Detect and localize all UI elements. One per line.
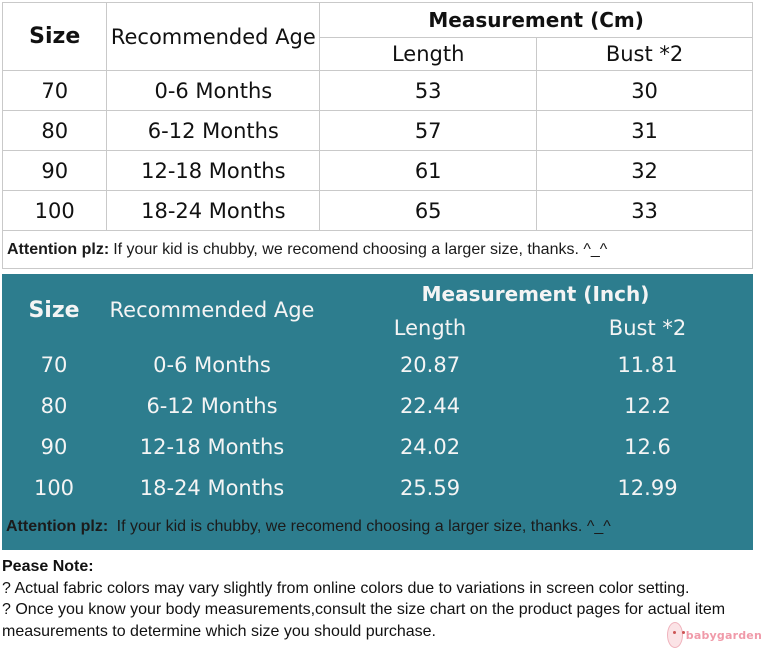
inch-header-measurement: Measurement (Inch) bbox=[421, 282, 650, 306]
inch-cell-age: 12-18 Months bbox=[139, 435, 285, 459]
inch-size-chart bbox=[2, 274, 753, 550]
inch-cell-length: 25.59 bbox=[399, 476, 461, 500]
cm-cell-bust: 30 bbox=[537, 71, 753, 111]
inch-cell-length: 20.87 bbox=[399, 353, 461, 377]
cm-header-bust: Bust *2 bbox=[537, 38, 753, 71]
please-note-section bbox=[2, 556, 742, 642]
attention-label: Attention plz: bbox=[7, 240, 110, 258]
cm-cell-bust: 32 bbox=[537, 151, 753, 191]
inch-cell-bust: 12.6 bbox=[624, 435, 671, 459]
cm-cell-bust: 31 bbox=[537, 111, 753, 151]
inch-cell-bust: 11.81 bbox=[617, 353, 678, 377]
note-title: Pease Note: bbox=[2, 558, 94, 575]
inch-cell-length: 24.02 bbox=[399, 435, 461, 459]
cm-size-chart bbox=[2, 2, 753, 274]
inch-cell-age: 0-6 Months bbox=[153, 353, 271, 377]
attention-text: If your kid is chubby, we recomend choosing a larger size, thanks. ^_^ bbox=[113, 240, 608, 258]
inch-cell-size: 90 bbox=[40, 435, 68, 459]
table-row bbox=[3, 151, 753, 191]
inch-header-length: Length bbox=[393, 316, 467, 340]
cm-cell-age: 0-6 Months bbox=[107, 71, 320, 111]
cm-cell-length: 57 bbox=[320, 111, 537, 151]
inch-header-age: Recommended Age bbox=[109, 298, 315, 322]
cm-cell-length: 53 bbox=[320, 71, 537, 111]
inch-cell-bust: 12.2 bbox=[624, 394, 671, 418]
inch-cell-age: 18-24 Months bbox=[139, 476, 285, 500]
inch-attention-note bbox=[6, 518, 611, 536]
table-row bbox=[3, 111, 753, 151]
cm-size-table bbox=[2, 2, 753, 231]
inch-header-bust: Bust *2 bbox=[608, 316, 687, 340]
note-line-measurements: ? Once you know your body measurements,consult the size chart on the product pages for actual item measurements to determine which size you should purchase. bbox=[2, 601, 726, 640]
cm-cell-size: 70 bbox=[3, 71, 107, 111]
brand-logo bbox=[667, 620, 762, 650]
cm-header-size: Size bbox=[3, 3, 107, 71]
note-line-colors: ? Actual fabric colors may vary slightly from online colors due to variations in screen color setting. bbox=[2, 579, 690, 597]
logo-text: babygarden bbox=[685, 628, 762, 642]
cm-header-measurement: Measurement (Cm) bbox=[320, 3, 753, 38]
inch-cell-bust: 12.99 bbox=[617, 476, 678, 500]
inch-cell-size: 100 bbox=[33, 476, 75, 500]
cm-cell-length: 65 bbox=[320, 191, 537, 231]
cm-cell-age: 18-24 Months bbox=[107, 191, 320, 231]
inch-cell-age: 6-12 Months bbox=[146, 394, 278, 418]
cm-cell-age: 6-12 Months bbox=[107, 111, 320, 151]
cm-header-length: Length bbox=[320, 38, 537, 71]
inch-cell-size: 70 bbox=[40, 353, 68, 377]
cm-cell-size: 100 bbox=[3, 191, 107, 231]
cm-header-age: Recommended Age bbox=[107, 3, 320, 71]
cm-cell-bust: 33 bbox=[537, 191, 753, 231]
inch-cell-size: 80 bbox=[40, 394, 68, 418]
inch-header-size: Size bbox=[28, 298, 80, 323]
cm-cell-size: 90 bbox=[3, 151, 107, 191]
table-row bbox=[3, 191, 753, 231]
cm-cell-size: 80 bbox=[3, 111, 107, 151]
cm-cell-length: 61 bbox=[320, 151, 537, 191]
cm-attention-note bbox=[2, 231, 753, 269]
table-row bbox=[3, 71, 753, 111]
baby-face-icon bbox=[667, 622, 683, 648]
attention-label: Attention plz: bbox=[6, 518, 109, 535]
attention-text: If your kid is chubby, we recomend choosing a larger size, thanks. ^_^ bbox=[116, 518, 611, 535]
cm-cell-age: 12-18 Months bbox=[107, 151, 320, 191]
inch-cell-length: 22.44 bbox=[399, 394, 461, 418]
